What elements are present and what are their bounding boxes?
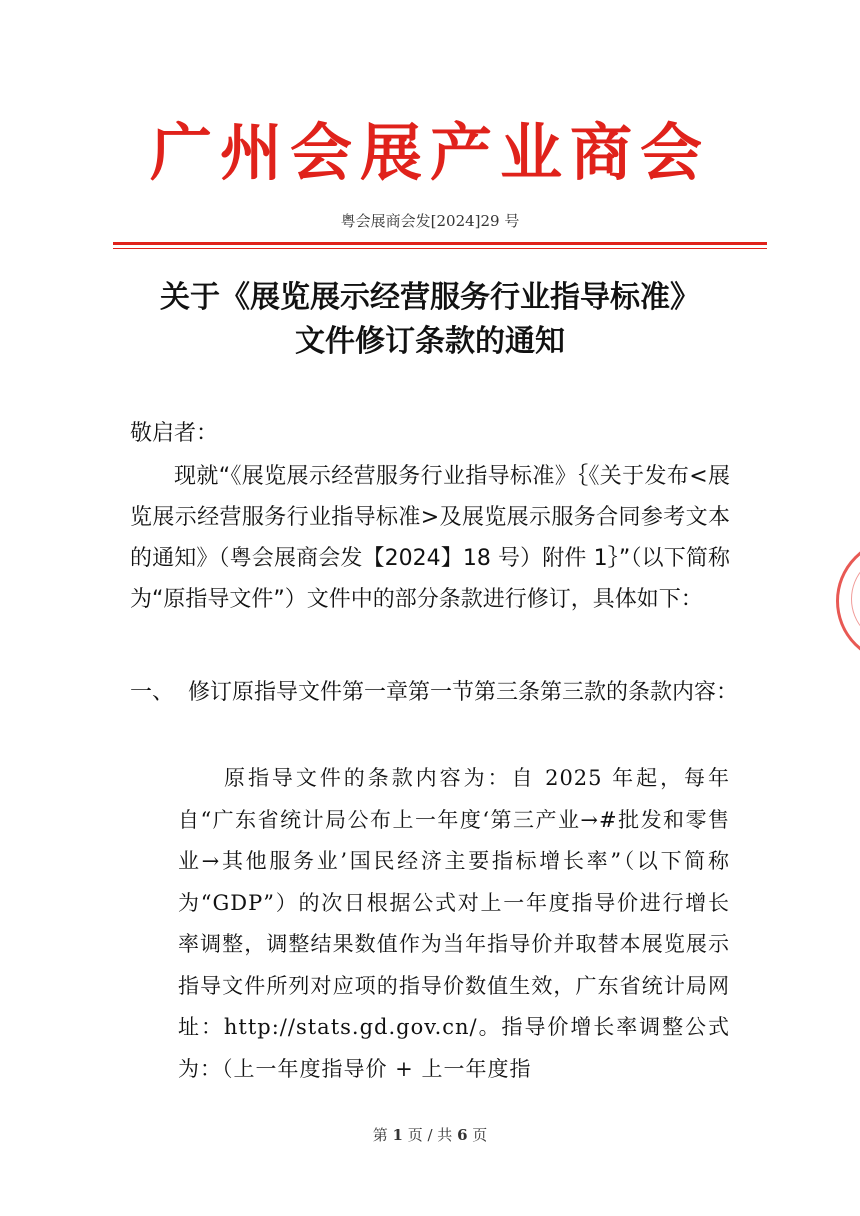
page-footer: [0, 1124, 860, 1145]
header-divider-thin: [113, 248, 767, 249]
notice-title-line-1: 关于《展览展示经营服务行业指导标准》: [160, 280, 700, 315]
footer-middle: 页 / 共: [407, 1126, 453, 1144]
red-seal-stamp-icon: [836, 538, 860, 664]
footer-suffix: 页: [472, 1126, 488, 1144]
document-number: 粤会展商会发[2024]29 号: [340, 212, 520, 230]
total-pages-number: 6: [457, 1126, 468, 1144]
notice-title-line-2: 文件修订条款的通知: [295, 324, 565, 359]
intro-paragraph: 现就“《展览展示经营服务行业指导标准》｛《关于发布<展览展示经营服务行业指导标准>及展览展示服务合同参考文本的通知》（粤会展商会发【2024】18 号）附件 1｝”（以下简称为“原指导文件”）文件中的部分条款进行修订，具体如下：: [130, 464, 730, 612]
section-1-content: 原指导文件的条款内容为：自 2025 年起，每年自“广东省统计局公布上一年度‘第三产业→#批发和零售业→其他服务业’国民经济主要指标增长率”（以下简称为“GDP”）的次日根据公式对上一年度指导价进行增长率调整，调整结果数值作为当年指导价并取替本展览展示指导文件所列对应项的指导价数值生效，广东省统计局网址：http://stats.gd.gov.cn/。指导价增长率调整公式为：（上一年度指导价 + 上一年度指: [178, 766, 730, 1081]
section-1-heading: [130, 673, 740, 713]
current-page-number: 1: [392, 1126, 403, 1144]
footer-prefix: 第: [372, 1126, 388, 1144]
notice-title: [0, 276, 860, 364]
salutation: 敬启者：: [130, 421, 219, 446]
organization-name: 广州会展产业商会: [149, 116, 710, 189]
seal-inner-ring: [851, 553, 860, 645]
header-divider-thick: [113, 242, 767, 245]
section-1-number: 一、: [130, 680, 175, 705]
section-1-heading-text: 修订原指导文件第一章第一节第三条第三款的条款内容：: [188, 680, 739, 705]
